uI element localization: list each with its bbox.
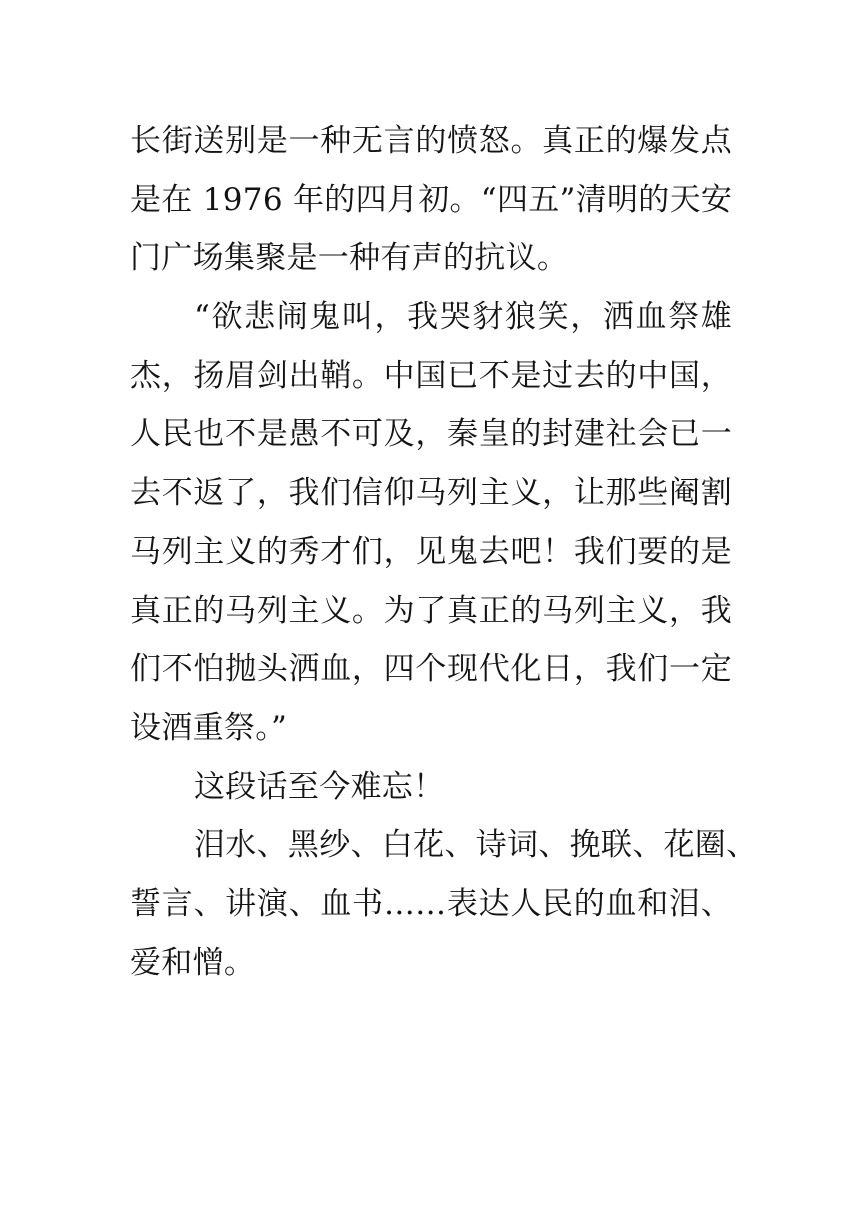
quote-line: 杰，扬眉剑出鞘。中国已不是过去的中国， — [130, 357, 732, 394]
quote-line: 人民也不是愚不可及，秦皇的封建社会已一 — [130, 416, 732, 453]
text-line: 门广场集聚是一种有声的抗议。 — [130, 240, 569, 277]
quote-line: 们不怕抛头洒血，四个现代化日，我们一定 — [130, 651, 732, 688]
quote-line: 马列主义的秀才们，见鬼去吧！我们要的是 — [130, 533, 732, 570]
text-line: 长街送别是一种无言的愤怒。真正的爆发点 — [130, 123, 732, 159]
quote-line: 去不返了，我们信仰马列主义，让那些阉割 — [130, 475, 732, 512]
quote-line: 设酒重祭。” — [130, 709, 288, 746]
text-line: 这段话至今难忘！ — [194, 768, 445, 805]
text-line: 爱和憎。 — [130, 944, 256, 981]
text-line: 誓言、讲演、血书……表达人民的血和泪、 — [130, 885, 732, 922]
body-text — [130, 112, 758, 992]
text-line: 是在 1976 年的四月初。“四五”清明的天安 — [130, 181, 733, 218]
quote-line: 真正的马列主义。为了真正的马列主义，我 — [130, 592, 732, 629]
quote-line: “欲悲闹鬼叫，我哭豺狼笑，洒血祭雄 — [194, 299, 732, 336]
text-line: 泪水、黑纱、白花、诗词、挽联、花圈、 — [194, 827, 758, 864]
